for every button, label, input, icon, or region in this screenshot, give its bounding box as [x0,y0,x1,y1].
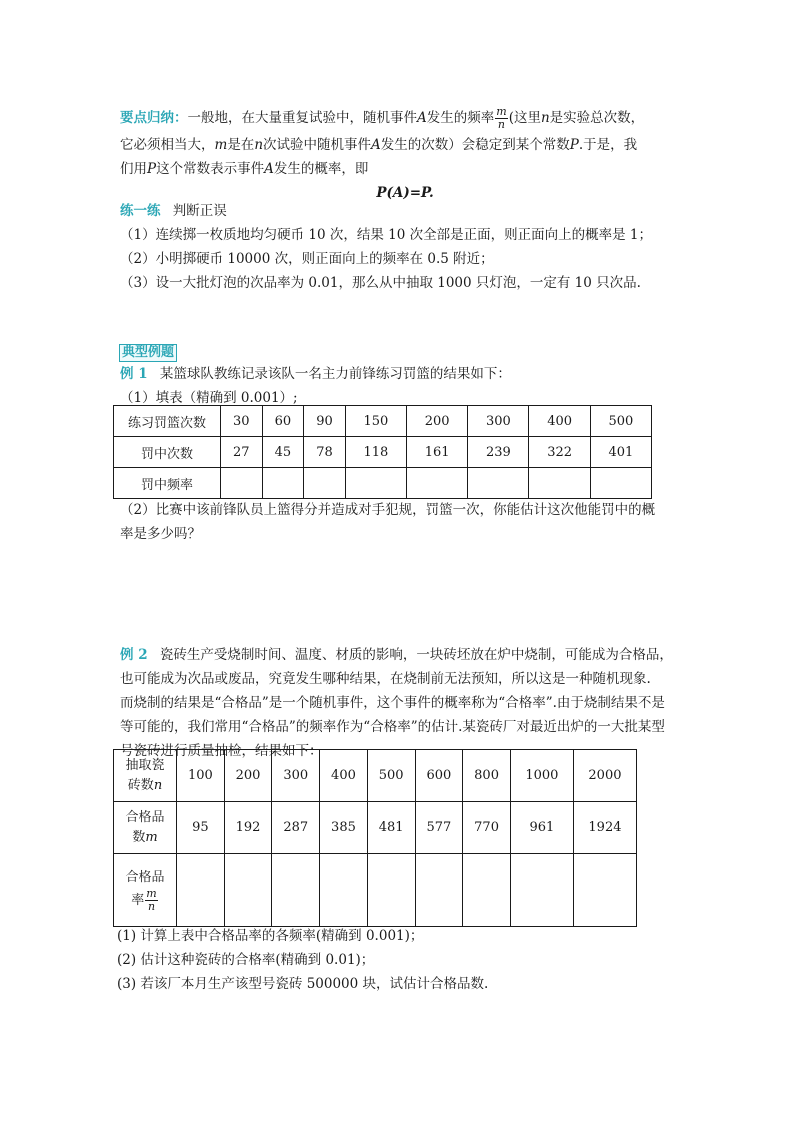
question-item: (3) 若该厂本月生产该型号瓷砖 500000 块，试估计合格品数. [117,976,489,992]
row-label: 抽取瓷 砖数n [114,750,177,802]
table-cell: 161 [407,437,468,468]
table-cell: 90 [304,406,346,437]
table-cell: 600 [415,750,463,802]
row-label: 合格品 数m [114,802,177,854]
table-cell: 118 [345,437,406,468]
example-2-label: 例 2 [120,647,148,663]
table-cell: 1924 [573,802,636,854]
table-cell-blank[interactable] [415,854,463,927]
table-cell-blank[interactable] [529,468,590,499]
rate-fraction: $\frac{m}{n}$ [146,886,157,913]
example-2: 例 2 瓷砖生产受烧制时间、温度、材质的影响，一块砖坯放在炉中烧制，可能成为合格品， 也可能成为次品或废品，究竟发生哪种结果，在烧制前无法预知，所以这是一种随机现象. 而烧制的结果是“合格品”是一个随机事件，这个事件的概率称为“合格率”.由于烧制结果不是 等可能的，我们常用“合格品”的频率作为“合格率”的估计.某瓷砖厂对最近出炉的一大批某型 号瓷砖进行质量抽检，结果如下： [120,647,673,759]
table-cell: 30 [221,406,263,437]
table-cell-blank[interactable] [407,468,468,499]
table-cell-blank[interactable] [320,854,368,927]
table-cell: 401 [590,437,651,468]
table-cell-blank[interactable] [510,854,573,927]
free-throw-table [113,405,652,499]
table-cell-blank[interactable] [221,468,263,499]
table-cell: 481 [367,802,415,854]
table-cell-blank[interactable] [345,468,406,499]
row-label: 罚中次数 [114,437,221,468]
question-item: (1) 计算上表中合格品率的各频率(精确到 0.001)； [117,928,424,944]
table-cell: 770 [463,802,511,854]
table-cell: 961 [510,802,573,854]
table-cell: 200 [407,406,468,437]
table-cell: 400 [529,406,590,437]
table-cell: 322 [529,437,590,468]
table-cell-blank[interactable] [304,468,346,499]
table-cell: 500 [590,406,651,437]
table-cell: 287 [272,802,320,854]
practice-title: 判断正误 [172,203,227,219]
key-summary: 要点归纳：一般地，在大量重复试验中，随机事件A发生的频率 $\frac{m}{n}$ (这里n是实验总次数， 它必须相当大，m是在n次试验中随机事件A发生的次数）会稳定到某个常数P.于是，我 们用P这个常数表示事件A发生的概率，即 P(A)=P. [120,103,690,205]
table-cell-blank[interactable] [367,854,415,927]
table-cell: 800 [463,750,511,802]
table-cell-blank[interactable] [573,854,636,927]
table-cell: 300 [468,406,529,437]
table-cell: 200 [224,750,272,802]
probability-formula: P(A)=P. [376,185,434,201]
frequency-fraction: $\frac{m}{n}$ [496,105,507,131]
table-cell: 500 [367,750,415,802]
example-1: 例 1 某篮球队教练记录该队一名主力前锋练习罚篮的结果如下： （1）填表（精确到 0.001）; [120,362,680,410]
table-cell-blank[interactable] [468,468,529,499]
question-item: (2) 估计这种瓷砖的合格率(精确到 0.01)； [117,952,375,968]
table-cell-blank[interactable] [590,468,651,499]
table-cell: 100 [177,750,225,802]
table-cell-blank[interactable] [224,854,272,927]
example-1-sub2: （2）比赛中该前锋队员上篮得分并造成对手犯规，罚篮一次，你能估计这次他能罚中的概 率是多少吗？ [120,502,656,542]
tile-quality-table [113,749,637,927]
table-cell: 385 [320,802,368,854]
table-cell: 400 [320,750,368,802]
example-1-label: 例 1 [120,366,148,382]
practice-item: （3）设一大批灯泡的次品率为 0.01，那么从中抽取 1000 只灯泡，一定有 10 只次品. [120,275,641,291]
table-cell: 27 [221,437,263,468]
table-row [114,750,637,802]
table-cell-blank[interactable] [463,854,511,927]
table-row [114,437,652,468]
examples-badge: 典型例题 [119,344,177,362]
table-cell: 150 [345,406,406,437]
table-cell: 78 [304,437,346,468]
example-2-questions [117,924,687,996]
practice-item: （2）小明掷硬币 10000 次，则正面向上的频率在 0.5 附近； [120,251,494,267]
example-1-sub1: （1）填表（精确到 0.001）; [120,390,298,406]
table-row [114,854,637,927]
practice-section [120,199,690,295]
practice-item: （1）连续掷一枚质地均匀硬币 10 次，结果 10 次全部是正面，则正面向上的概率是 1； [120,227,652,243]
table-row [114,406,652,437]
table-cell: 45 [262,437,304,468]
table-cell: 239 [468,437,529,468]
table-cell-blank[interactable] [262,468,304,499]
table-cell: 577 [415,802,463,854]
row-label: 合格品 率 $\frac{m}{n}$ [114,854,177,927]
table-cell-blank[interactable] [177,854,225,927]
table-cell-blank[interactable] [272,854,320,927]
table-cell: 1000 [510,750,573,802]
table-cell: 300 [272,750,320,802]
table-cell: 192 [224,802,272,854]
table-cell: 2000 [573,750,636,802]
table-row [114,802,637,854]
summary-label: 要点归纳： [120,110,188,126]
row-label: 练习罚篮次数 [114,406,221,437]
row-label: 罚中频率 [114,468,221,499]
practice-label: 练一练 [120,203,161,219]
table-row [114,468,652,499]
table-cell: 60 [262,406,304,437]
table-cell: 95 [177,802,225,854]
